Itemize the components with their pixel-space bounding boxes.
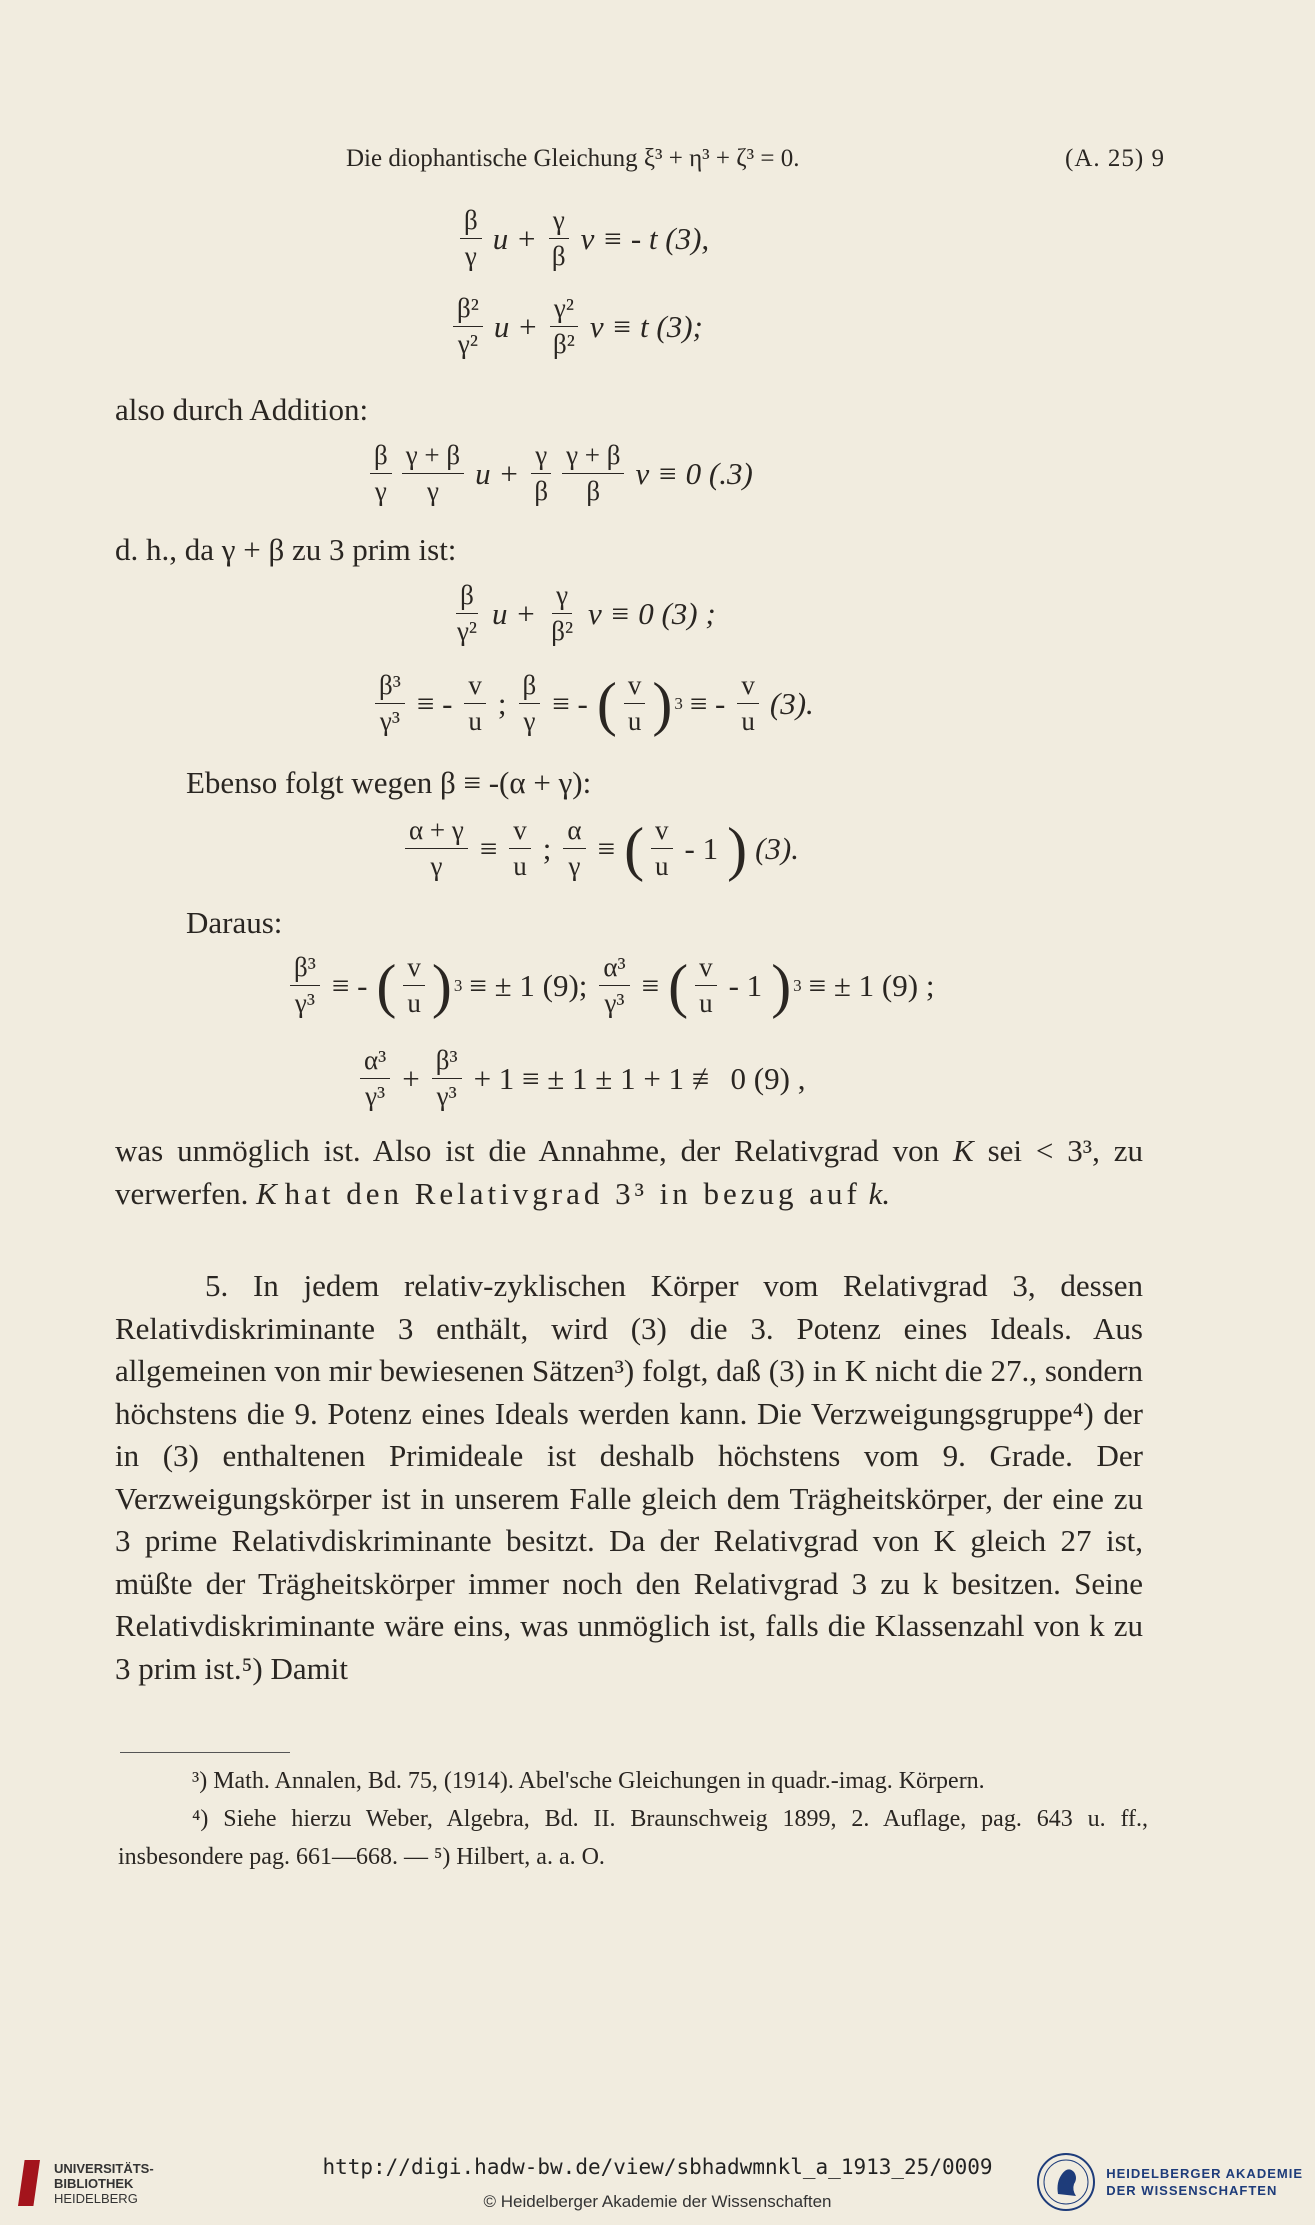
fraction: $\frac{\text{α³}}{\text{γ³}}$ <box>599 952 629 1019</box>
fraction: $\frac{\beta}{\text{γ²}}$ <box>457 580 478 647</box>
text-dh: d. h., da γ + β zu 3 prim ist: <box>115 532 457 567</box>
fraction: $\frac{\text{γ²}}{\text{β²}}$ <box>549 293 579 360</box>
fraction: $\frac{\alpha}{\gamma}$ <box>563 815 585 882</box>
equation-3: $\frac{\beta}{\gamma}$ $\frac{\gamma + \beta}{\gamma}$ u + $\frac{\gamma}{\beta}$ $\frac{\gamma + \beta}{\beta}$ v ≡ 0 (.3) <box>365 440 759 507</box>
fraction: $\frac{v}{u}$ <box>695 952 717 1019</box>
running-title: Die diophantische Gleichung ξ³ + η³ + ζ³ = 0. <box>346 145 800 172</box>
fraction: $\frac{\gamma}{\text{β²}}$ <box>551 580 574 647</box>
fraction: $\frac{v}{u}$ <box>651 815 673 882</box>
equation-6: $\frac{\alpha + \gamma}{\gamma}$ ≡ $\frac{v}{u}$ ; $\frac{\alpha}{\gamma}$ ≡ ( $\frac{v}{u}$ - 1 ) (3). <box>400 815 805 882</box>
fraction: $\frac{\beta}{\gamma}$ <box>460 205 482 272</box>
university-library-logo[interactable]: UNIVERSITÄTS- BIBLIOTHEK HEIDELBERG <box>18 2160 154 2206</box>
fraction: $\frac{\gamma}{\beta}$ <box>530 440 552 507</box>
right-paren: ) <box>727 815 748 882</box>
fraction: $\frac{v}{u}$ <box>464 670 486 737</box>
page-reference: (A. 25) 9 <box>1065 145 1165 172</box>
equation-5: $\frac{\text{β³}}{\text{γ³}}$ ≡ - $\frac{v}{u}$ ; $\frac{\beta}{\gamma}$ ≡ - ( $\frac{v}{u}$ ) 3 ≡ - $\frac{v}{u}$ (3). <box>370 670 820 737</box>
fraction: $\frac{\beta}{\gamma}$ <box>519 670 541 737</box>
academy-seal-icon <box>1036 2152 1096 2212</box>
fraction: $\frac{\beta}{\gamma}$ <box>370 440 392 507</box>
copyright: © Heidelberger Akademie der Wissenschaften <box>483 2192 832 2211</box>
fraction: $\frac{\text{α³}}{\text{γ³}}$ <box>360 1045 390 1112</box>
text-daraus: Daraus: <box>186 905 283 940</box>
right-paren: ) <box>431 952 452 1019</box>
academy-logo[interactable]: HEIDELBERGER AKADEMIE DER WISSENSCHAFTEN <box>1036 2152 1303 2212</box>
footnotes <box>118 1762 1148 1876</box>
footnote-3: ³) Math. Annalen, Bd. 75, (1914). Abel'sche Gleichungen in quadr.-imag. Körpern. <box>192 1768 985 1794</box>
running-head <box>346 145 1165 173</box>
fraction: $\frac{\text{β³}}{\text{γ³}}$ <box>432 1045 462 1112</box>
left-paren: ( <box>624 815 645 882</box>
fraction: $\frac{\text{β³}}{\text{γ³}}$ <box>290 952 320 1019</box>
fraction: $\frac{v}{u}$ <box>509 815 531 882</box>
fraction: $\frac{v}{u}$ <box>624 670 646 737</box>
right-paren: ) <box>652 670 673 737</box>
footnote-4-5: ⁴) Siehe hierzu Weber, Algebra, Bd. II. Braunschweig 1899, 2. Auflage, pag. 643 u. ff., insbesondere pag. 661—668. — ⁵) Hilbert, a. a. O. <box>118 1806 1148 1870</box>
text-also-durch-addition: also durch Addition: <box>115 392 369 427</box>
equation-8: $\frac{\text{α³}}{\text{γ³}}$ + $\frac{\text{β³}}{\text{γ³}}$ + 1 ≡ ± 1 ± 1 + 1 ≢ 0 (9) , <box>355 1045 812 1112</box>
fraction: $\frac{\gamma + \beta}{\beta}$ <box>562 440 624 507</box>
fraction: $\frac{\gamma + \beta}{\gamma}$ <box>402 440 464 507</box>
fraction: $\frac{\gamma}{\beta}$ <box>548 205 570 272</box>
paragraph-2: 5. In jedem relativ-zyklischen Körper vom Relativgrad 3, dessen Relativdiskriminante 3 enthält, wird (3) die 3. Potenz eines Ideals. Aus allgemeinen von mir bewiesenen Sätzen³) folgt, daß (3) in K nicht die 27., sondern höchstens die 9. Potenz eines Ideals werden kann. Die Verzweigungsgruppe⁴) der in (3) enthaltenen Primideale ist deshalb höchstens vom 9. Grade. Der Verzweigungskörper ist in unserem Falle gleich dem Trägheitskörper, der eine zu 3 prime Relativdiskriminante besitzt. Da der Relativgrad von K gleich 27 ist, müßte der Trägheitskörper immer noch den Relativgrad 3 zu k besitzen. Seine Relativdiskriminante wäre eins, was unmöglich ist, falls die Klassenzahl von k zu 3 prim ist.⁵) Damit <box>115 1268 1143 1686</box>
permalink-url[interactable]: http://digi.hadw-bw.de/view/sbhadwmnkl_a_1913_25/0009 <box>322 2155 993 2179</box>
fraction: $\frac{v}{u}$ <box>403 952 425 1019</box>
left-paren: ( <box>596 670 617 737</box>
footnote-rule <box>120 1752 290 1753</box>
fraction: $\frac{\alpha + \gamma}{\gamma}$ <box>405 815 468 882</box>
equation-1: $\frac{\beta}{\gamma}$ u + $\frac{\gamma}{\beta}$ v ≡ - t (3), <box>455 205 715 272</box>
footer <box>0 2140 1315 2225</box>
left-paren: ( <box>376 952 397 1019</box>
fraction: $\frac{\text{β²}}{\text{γ²}}$ <box>453 293 483 360</box>
paragraph-1: was unmöglich ist. Also ist die Annahme, der Relativgrad von K sei < 3³, zu verwerfen. K hat den Relativgrad 3³ in bezug auf k. <box>115 1133 1144 1211</box>
fraction: $\frac{\text{β³}}{\text{γ³}}$ <box>375 670 405 737</box>
equation-7: $\frac{\text{β³}}{\text{γ³}}$ ≡ - ( $\frac{v}{u}$ ) 3 ≡ ± 1 (9); $\frac{\text{α³}}{\text{γ³}}$ ≡ ( $\frac{v}{u}$ - 1 ) 3 ≡ ± 1 (9) ; <box>285 952 941 1019</box>
equation-2: $\frac{\text{β²}}{\text{γ²}}$ u + $\frac{\text{γ²}}{\text{β²}}$ v ≡ t (3); <box>448 293 709 360</box>
text-ebenso: Ebenso folgt wegen β ≡ -(α + γ): <box>186 765 592 800</box>
right-paren: ) <box>771 952 792 1019</box>
fraction: $\frac{v}{u}$ <box>737 670 759 737</box>
left-paren: ( <box>668 952 689 1019</box>
equation-4: $\frac{\beta}{\text{γ²}}$ u + $\frac{\gamma}{\text{β²}}$ v ≡ 0 (3) ; <box>448 580 722 647</box>
